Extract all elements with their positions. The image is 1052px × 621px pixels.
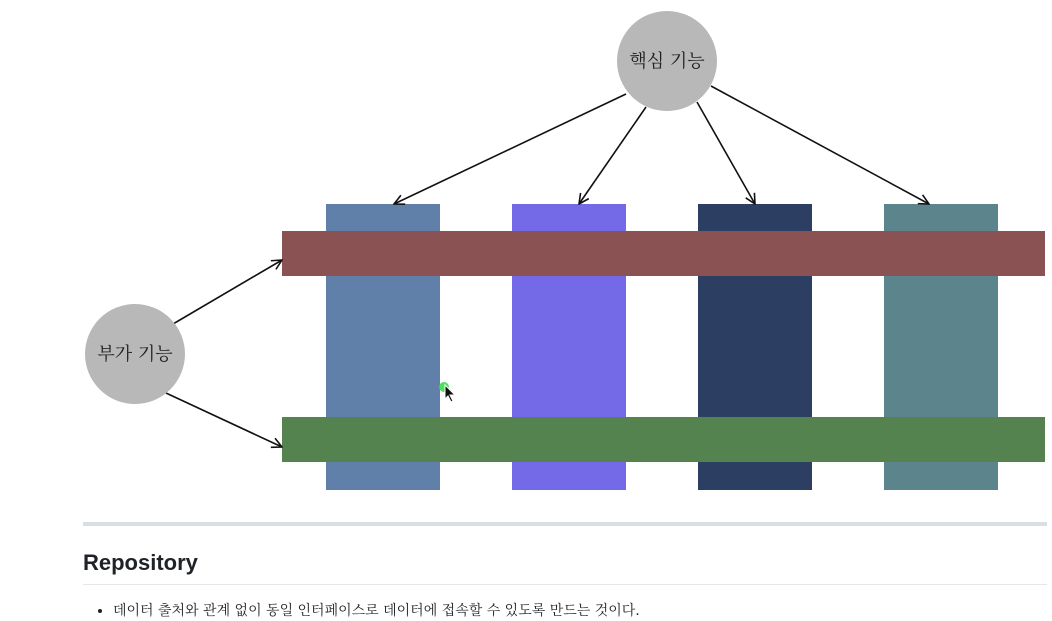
arrow-core-to-column-2: [579, 107, 646, 204]
arrow-core-to-column-3: [697, 102, 755, 204]
list-item: • 데이터 출처와 관계 없이 동일 인터페이스로 데이터에 접속할 수 있도록 만드는 것이다.: [113, 601, 640, 621]
aux-function-label: 부가 기능: [97, 344, 173, 365]
repository-heading: Repository: [83, 550, 1047, 585]
section-divider: [83, 522, 1047, 526]
repository-bullet-list: [83, 601, 640, 621]
arrow-aux-to-band-top: [173, 260, 282, 324]
aux-band-top: [282, 231, 1045, 276]
arrow-core-to-column-4: [711, 86, 929, 204]
mouse-cursor-icon: [439, 382, 455, 402]
arrow-aux-to-band-bottom: [166, 393, 282, 447]
core-function-label: 핵심 기능: [629, 51, 705, 72]
aux-band-bottom: [282, 417, 1045, 462]
